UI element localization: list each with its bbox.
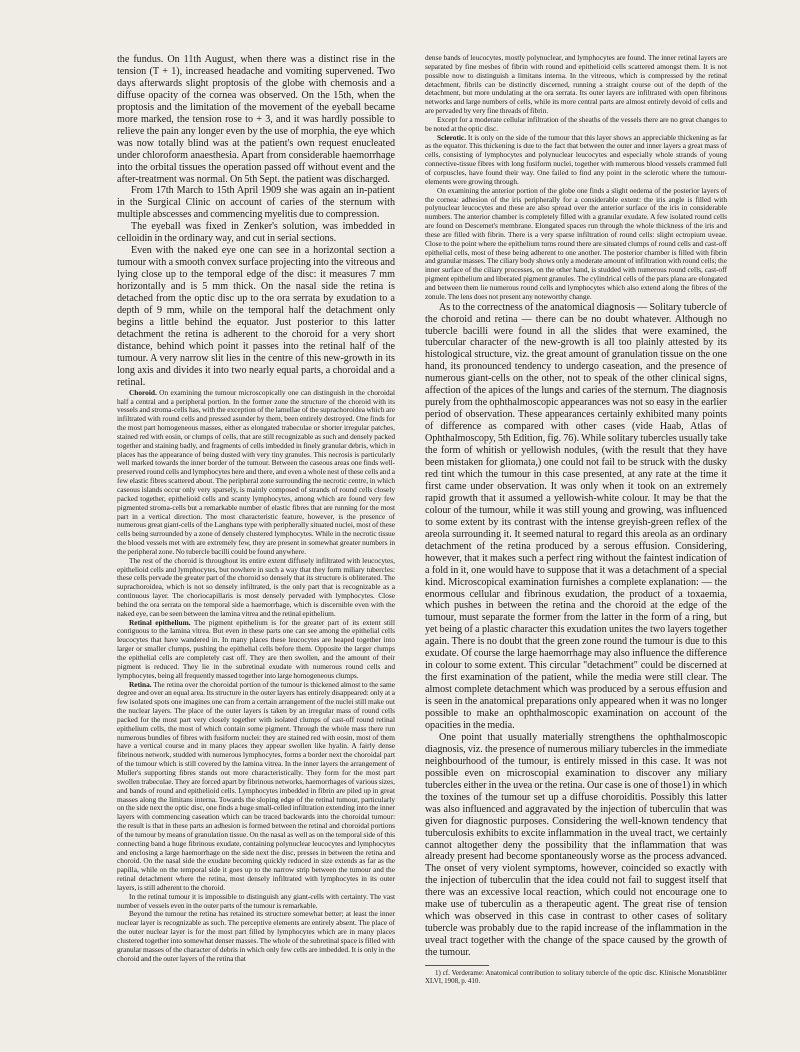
- section-retina: [117, 681, 395, 893]
- footnote-divider: [425, 965, 489, 966]
- section-choroid: [117, 389, 395, 557]
- paragraph-miliary-tubercles: One point that usually materially strengthens the ophthalmoscopic diagnosis, viz. the presence of numerous miliary tubercles in the immediate neighbourhood of the tumour, is entirely missed in this case. It was not possible even on microscopial examination to discover any miliary tubercles either in the uvea or the retina. Our case is one of those1) in which the toxines of the tumour set up a diffuse choroiditis. Possibly this latter was also influenced and aggravated by the injection of tuberculin that was given for diagnostic purposes. Considering the well-known tendency that tuberculosis exhibits to excite inflammation in the uveal tract, we certainly cannot altogether deny the possibility that the inflammation that was already present had become spontaneously worse as the process advanced. The onset of very violent symptoms, however, coincided so exactly with the injection of tuberculin that the idea could not fail to suggest itself that there was an excessive local reaction, which could not encourage one to make use of tuberculin as a therapeutic agent. The great rise of tension which was observed in this case in contrast to other cases of solitary tubercle was probably due to the rapid increase of the inflammation in the uveal tract together with the change of the space caused by the growth of the tumour.: [425, 731, 727, 959]
- heading-choroid: Choroid.: [129, 387, 157, 397]
- left-column: [117, 54, 395, 964]
- paragraph-optic-disc: Except for a moderate cellular infiltration of the sheaths of the vessels there are no great changes to be noted at the optic disc.: [425, 114, 727, 133]
- footnote: 1) cf. Verderame: Anatomical contribution to solitary tubercle of the optic disc. Klinische Monatsblätter XLVI, 1908, p. 410.: [425, 969, 727, 986]
- text-retina: The retina over the choroidal portion of the tumour is thickened almost to the same degree and over an equal area. Its structure in the outer layers has entirely disappeared: only at a few isolated spots one imagines one can from a certain arrangement of the nuclei still make out the nuclear layers. The place of the outer layers is taken by an irregular mass of round cells packed for the most part very closely together with isolated clumps of cast-off round retinal epithelium cells, the most of which contain some pigment. Through the whole mass there run numerous bundles of fibres with fusiform nuclei: they are stained red with eosin, most of them have a vertical course and in many places they appear swollen like hyalin. A fairly dense fibrinous network, studded with numerous lymphocytes, forms a border next the choroidal part of the tumour which is still covered by the lamina vitrea. In the inner layers the arrangement of Muller's supporting fibres stands out more characteristically. They form for the most part swollen trabeculae. They are forced apart by fibrinous networks, haemorrhages of various sizes, and bands of round and epithelioid cells. Lymphocytes imbedded in fibrin are piled up in great masses along the limitans interna. Towards the sloping edge of the retinal tumour, particularly on the side next the optic disc, one finds a huge small-celled infiltration extending into the inner layers with commencing caseation which can be traced backwards into the choroidal tumour: the result is that in these parts an adhesion is formed between the retinal and choroidal portions of the tumour by means of granulation tissue. On the nasal as well as on the temporal side of this connecting band a huge fibrinous exudate, containing polynuclear leucocytes and lymphocytes and enclosing a large haemorrhage on the side next the disc, presses in between the retina and choroid. On the nasal side the exudate becoming quickly reduced in size extends as far as the papilla, while on the temporal side it goes up to the narrow strip between the tumour and the retinal detachment where the retina, most densely infiltrated with lymphocytes in its outer layers, is still adherent to the choroid.: [117, 679, 395, 892]
- paragraph-readmission: From 17th March to 15th April 1909 she was again an in-patient in the Surgical Clinic on account of caries of the sternum with multiple abscesses and commencing myelitis due to compression.: [117, 185, 395, 221]
- section-retinal-epithelium: [117, 619, 395, 681]
- paragraph-naked-eye: Even with the naked eye one can see in a horizontal section a tumour with a smooth convex surface projecting into the vitreous and lying close up to the temporal edge of the disc: it measures 7 mm horizontally and is 5 mm thick. On the nasal side the retina is detached from the optic disc up to the ora serrata by exudation to a depth of 9 mm, while on the temporal half the detachment only begins a little behind the equator. Just posterior to this latter detachment the retina is adherent to the choroid for a very short distance, behind which point it passes into the retinal half of the tumour. A very narrow slit lies in the centre of this new-growth in its long axis and divides it into two nearly equal parts, a choroidal and a retinal.: [117, 245, 395, 388]
- heading-sclerotic: Sclerotic.: [437, 132, 467, 142]
- section-sclerotic: [425, 134, 727, 187]
- text-choroid: On examining the tumour microscopically one can distinguish in the choroidal half a central and a peripheral portion. In the former zone the structure of the choroid with its vessels and stroma-cells has, with the exception of the lamellae of the suprachoroidea which are infiltrated with round cells and pressed asunder by them, been entirely destroyed. One finds for the most part homogeneous masses, either as elongated trabeculae or shorter irregular patches, stained red with eosin, or clumps of cells, that are still recognizable as such and densely packed together and staining badly, and fragments of cells imbedded in finely granular debris, which in places has the appearance of being dusted with very tiny granules. This necrosis is particularly well marked towards the inner border of the tumour. Between the caseous areas one finds well-preserved round cells and lymphocytes here and there, and even a whole nest of these cells and a few elastic fibres scattered about. The peripheral zone surrounding the necrotic centre, in which caseous islands occur only very sparsely, is mainly composed of strands of round cells closely packed together, epithelioid cells and scanty lymphocytes, among which are found very few pigmented stroma-cells but a remarkable number of elastic fibres that are running for the most part in a vertical direction. The most characteristic feature, however, is the presence of numerous great giant-cells of the Langhans type with peripherally situated nuclei, most of these cells being surrounded by a zone of densely clustered lymphocytes. While in the necrotic tissue the blood vessels met with are extremely few, they are present in somewhat greater numbers in the peripheral zone. No tubercle bacilli could be found anywhere.: [117, 387, 396, 556]
- heading-retinal-epithelium: Retinal epithelium.: [129, 617, 191, 627]
- paragraph-diagnosis: As to the correctness of the anatomical diagnosis — Solitary tubercle of the choroid and retina — there can be no doubt whatever. Although no tubercle bacilli were found in all the slides that were examined, the tubercular character of the new-growth is all too plainly attested by its histological structure, viz. the great amount of granulation tissue on the one hand, its pronounced tendency to undergo caseation, and the presence of numerous giant-cells on the other, not to speak of the other clinical signs, affection of the apices of the lungs and caries of the sternum. The diagnosis purely from the ophthalmoscopic appearances was not so easy in the earlier period of observation. These appearances certainly exhibited many points of difference as compared with other cases (vide Haab, Atlas of Ophthalmoscopy, 5th Edition, fig. 76). While solitary tubercles usually take the form of whitish or yellowish nodules, (with the result that they have been mistaken for gliomata,) one could not fail to be struck with the dusky red tint which the tumour in this case presented, at any rate at the time it first came under observation. It was only when it took on an extremely rapid growth that it assumed a yellowish-white colour. It may be that the colour of the tumour, while it was still young and growing, was influenced to some extent by its contrast with the intense greyish-green reflex of the areola surrounding it. It seemed natural to regard this areola as an ordinary detachment of the retina produced by a serous effusion. Considering, however, that it makes such a perfect ring without the faintest indication of a fold in it, one would have to suppose that it was a detachment of a special kind. Microscopical examination furnishes a complete explanation: — the enormous cellular and fibrinous exudation, the product of a toxaemia, which pushes in between the retina and the choroid at the edge of the tumour, must separate the former from the latter in the form of a ring, but yet being of a plastic character this exudation unites the two layers together again. There is no doubt that the green zone round the tumour is due to this exudate. Of course the large haemorrhage may also influence the difference in colour to some extent. This circular "detachment" could be discerned at the first examination of the patient, while the media were still clear. The almost complete detachment which was produced by a serous effusion and is seen in the anatomical preparations only appeared when it was no longer possible to make an ophthalmoscopic examination on account of the opacities in the media.: [425, 301, 727, 731]
- paragraph-fixation: The eyeball was fixed in Zenker's solution, was imbedded in celloidin in the ordinary way, and cut in serial sections.: [117, 221, 395, 245]
- paragraph-beyond-tumour: Beyond the tumour the retina has retained its structure somewhat better; at least the inner nuclear layer is recognizable as such. The perceptive elements are entirely absent. The place of the outer nuclear layer is for the most part filled by lymphocytes which are in many places clustered together into somewhat denser masses. The whole of the subretinal space is filled with granular masses of the character of debris in which only few cells are imbedded. It is only in the choroid and the outer layers of the retina that: [117, 909, 395, 963]
- text-sclerotic: It is only on the side of the tumour that this layer shows an appreciable thickening as far as the equator. This thickening is due to the fact that between the outer and inner layers a great mass of cells, consisting of lymphocytes and polynuclear leucocytes and especially whole strands of young connective-tissue fibres with long fusiform nuclei, together with numerous blood vessels crammed full of corpuscles, have found their way. One failed to find any point in the sclerotic where the tumour-elements were growing through.: [425, 132, 728, 186]
- paragraph-anterior-portion: On examining the anterior portion of the globe one finds a slight oedema of the posterior layers of the cornea: adhesion of the iris peripherally for a considerable extent: the iris angle is filled with polynuclear leucocytes and these are also spread over the anterior surface of the iris in considerable numbers. The anterior chamber is completely filled with a granular exudate. A few isolated round cells are found on Descemet's membrane. Elongated spaces run through the whole thickness of the iris and these are filled with fibrin. There is a very sparse infiltration of round cells: slight ectropium uveae. Close to the point where the epithelium turns round there are situated clumps of round cells and cast-off epithelial cells, most of these being adherent to one another. The posterior chamber is filled with fibrin and granular masses. The ciliary body shows only a moderate amount of infiltration with round cells; the inner surface of the ciliary processes, on the other hand, is studded with numerous round cells, cast-off pigment epithelium and liberated pigment granules. The cylindrical cells of the pars plana are elongated and between them lie numerous round cells and lymphocytes which also extend along the fibres of the zonule. The lens does not present any noteworthy change.: [425, 185, 727, 301]
- text-retinal-epithelium: The pigment epithelium is for the greater part of its extent still contiguous to the lamina vitrea. But even in these parts one can see among the epithelial cells leucocytes that have wandered in. In many places these leucocytes are heaped together into larger or smaller clumps, pushing the epithelial cells before them. Opposite the larger clumps the epithelial cells are completely cast off. They are then swollen, and the amount of their pigment is reduced. They lie in the subretinal exudate with numerous round cells and lymphocytes, being all frequently massed together into large homogeneous clumps.: [117, 617, 395, 680]
- heading-retina: Retina.: [129, 679, 152, 689]
- paragraph-dense-bands: dense bands of leucocytes, mostly polynuclear, and lymphocytes are found. The inner retinal layers are separated by fine meshes of fibrin with round and epithelioid cells scattered amongst them. It is not possible now to distinguish a limitans interna. In the vitreous, which is compressed by the retinal detachment, fibrils can be distinctly discerned, running a straight course out of the depth of the detachment, but more undulating at the ora serrata. Its outer layers are infiltrated with open fibrinous networks and large numbers of cells, while its more central parts are almost entirely devoid of cells and are pervaded by very fine threads of fibrin.: [425, 53, 727, 116]
- paragraph-clinical-history: the fundus. On 11th August, when there was a distinct rise in the tension (T + 1), increased headache and vomiting supervened. Two days afterwards slight proptosis of the globe with chemosis and a diffuse opacity of the cornea was observed. On the 15th, when the proptosis and the limitation of the movement of the eyeball became more marked, the tension rose to + 3, and it was hardly possible to relieve the pain any longer even by the use of morphia, the eye which was now totally blind was at the patient's own request enucleated under chloroform anaesthesia. Apart from considerable haemorrhage into the orbital tissues the operation passed off without event and the after-treatment was normal. On 5th Sept. the patient was discharged.: [117, 54, 395, 185]
- paragraph-choroid-rest: The rest of the choroid is throughout its entire extent diffusely infiltrated with leucocytes, epithelioid cells and lymphocytes, but nowhere in such a way that they form miliary tubercles: these cells pervade the greater part of the choroid so densely that its structure is obliterated. The suprachoroidea, which is not so densely infiltrated, is the only part that is recognizable as a continuous layer. The choriocapillaris is most densely pervaded with lymphocytes. Close behind the ora serrata on the temporal side a haemorrhage, which is discernible even with the naked eye, can be seen between the lamina vitrea and the retinal epithelium.: [117, 555, 395, 618]
- paragraph-retinal-tumour: In the retinal tumour it is impossible to distinguish any giant-cells with certainty. The vast number of vessels even in the outer parts of the tumour is remarkable.: [117, 891, 395, 910]
- right-column: [425, 54, 727, 986]
